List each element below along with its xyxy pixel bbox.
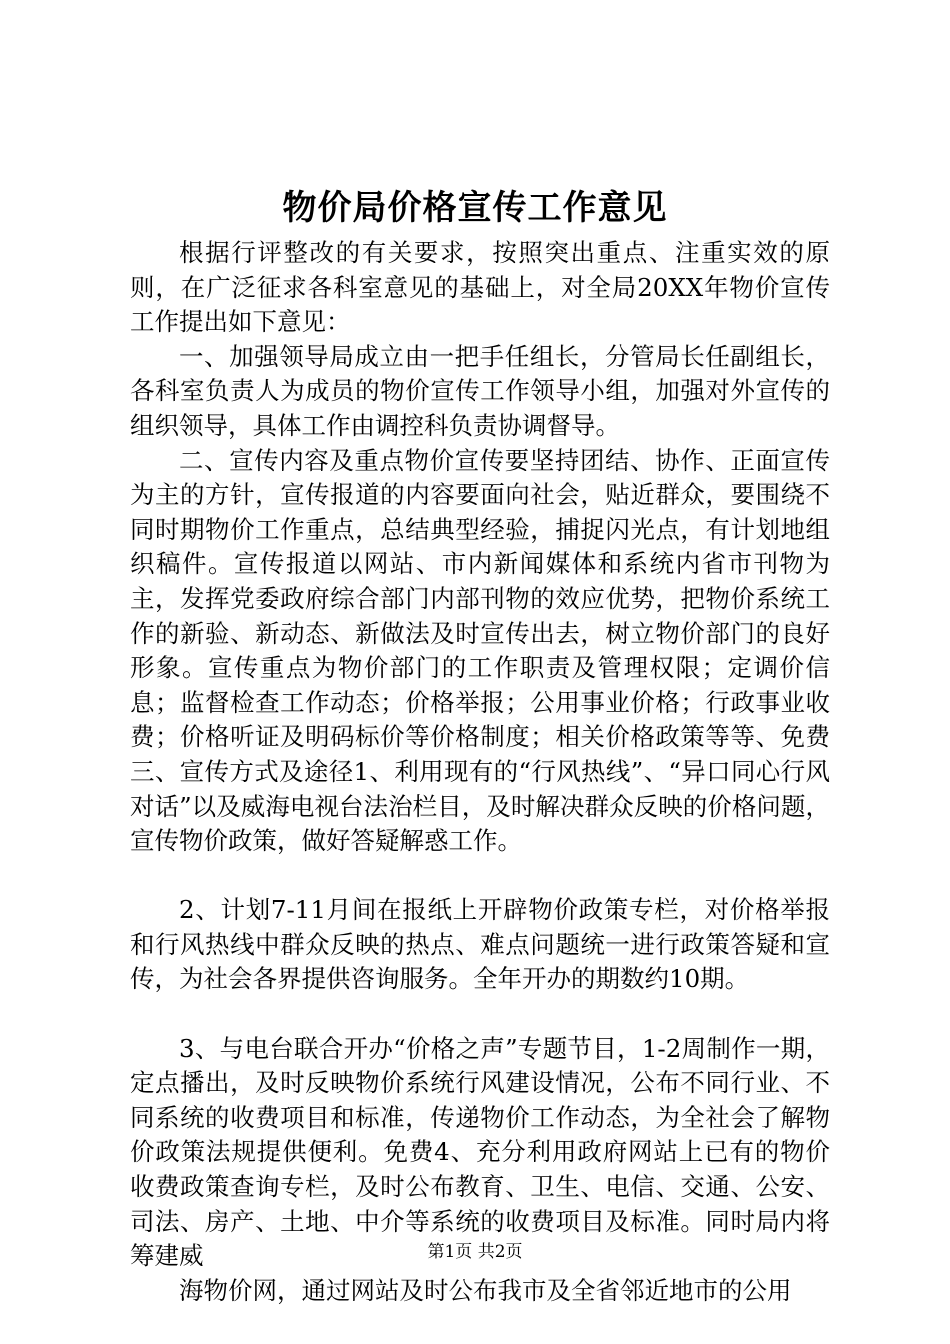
paragraph-section-1: 一、加强领导局成立由一把手任组长，分管局长任副组长，各科室负责人为成员的物价宣传工作领导小组，加强对外宣传的组织领导，具体工作由调控科负责协调督导。 [130,341,830,440]
paragraph-item-3: 3、与电台联合开办“价格之声”专题节目，1-2周制作一期，定点播出，及时反映物价系统行风建设情况，公布不同行业、不同系统的收费项目和标准，传递物价工作动态，为全社会了解物价政策法规提供便利。免费4、充分利用政府网站上已有的物价收费政策查询专栏，及时公布教育、卫生、电信、交通、公安、司法、房产、土地、中介等系统的收费项目及标准。同时局内将筹建威 [130,1033,830,1271]
page-footer: 第1页 共2页 [427,1242,523,1262]
paragraph-intro: 根据行评整改的有关要求，按照突出重点、注重实效的原则，在广泛征求各科室意见的基础上，对全局20XX年物价宣传工作提出如下意见： [130,238,830,337]
paragraph-section-2: 二、宣传内容及重点物价宣传要坚持团结、协作、正面宣传为主的方针，宣传报道的内容要面向社会，贴近群众，要围绕不同时期物价工作重点，总结典型经验，捕捉闪光点，有计划地组织稿件。宣传报道以网站、市内新闻媒体和系统内省市刊物为主，发挥党委政府综合部门内部刊物的效应优势，把物价系统工作的新验、新动态、新做法及时宣传出去，树立物价部门的良好形象。宣传重点为物价部门的工作职责及管理权限；定调价信息；监督检查工作动态；价格举报；公用事业价格；行政事业收费；价格听证及明码标价等价格制度；相关价格政策等等、免费三、宣传方式及途径1、利用现有的“行风热线”、“异口同心行风对话”以及威海电视台法治栏目，及时解决群众反映的价格问题，宣传物价政策，做好答疑解惑工作。 [130,445,830,856]
document-body [130,236,830,1308]
document-title: 物价局价格宣传工作意见 [282,188,668,228]
paragraph-continuation: 海物价网，通过网站及时公布我市及全省邻近地市的公用 [179,1275,792,1305]
paragraph-item-2: 2、计划7-11月间在报纸上开辟物价政策专栏，对价格举报和行风热线中群众反映的热点、难点问题统一进行政策答疑和宣传，为社会各界提供咨询服务。全年开办的期数约10期。 [130,895,830,994]
